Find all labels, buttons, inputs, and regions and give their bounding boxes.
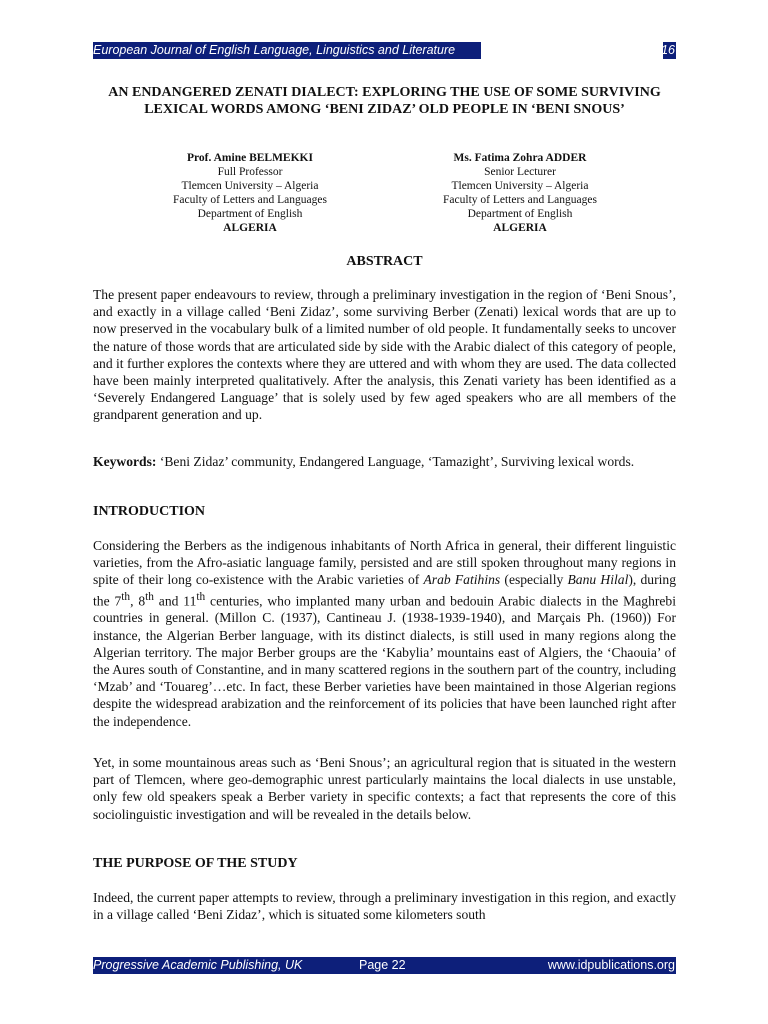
keywords bbox=[93, 453, 676, 470]
abstract-text: The present paper endeavours to review, through a preliminary investigation in the region of ‘Beni Snous’, and exactly in a village called ‘Beni Zidaz’, some surviving Berber (Zenati) lexical words that are up to now preserved in the vocabulary bulk of a limited number of old people. It fundamentally seeks to uncover the nature of those words that are articulated side by side with the Arabic dialect of this category of people, and it further explores the contexts where they are uttered and with whom they are used. The data collected have been mainly interpreted qualitatively. After the analysis, this Zenati variety has been identified as a ‘Severely Endangered Language’ that is solely used by few aged speakers who are all members of the grandparent generation and up. bbox=[93, 287, 676, 423]
author-name: Prof. Amine BELMEKKI bbox=[187, 152, 313, 164]
author-department: Department of English bbox=[467, 208, 573, 220]
journal-header bbox=[93, 42, 676, 59]
paper-title: AN ENDANGERED ZENATI DIALECT: EXPLORING THE USE OF SOME SURVIVING LEXICAL WORDS AMONG ‘BENI ZIDAZ’ OLD PEOPLE IN ‘BENI SNOUS’ bbox=[108, 85, 661, 117]
journal-name: European Journal of English Language, Linguistics and Literature bbox=[93, 43, 456, 57]
author-block bbox=[420, 151, 620, 235]
author-country: ALGERIA bbox=[223, 222, 277, 234]
author-block bbox=[150, 151, 350, 235]
keywords-text: ‘Beni Zidaz’ community, Endangered Language, ‘Tamazight’, Surviving lexical words. bbox=[156, 454, 635, 469]
journal-volume: Vol. 3 No. 1, 2016 bbox=[575, 43, 675, 57]
abstract-heading: ABSTRACT bbox=[346, 254, 423, 269]
introduction-heading: INTRODUCTION bbox=[93, 504, 206, 519]
keywords-label: Keywords: bbox=[93, 454, 157, 469]
purpose-paragraph: Indeed, the current paper attempts to review, through a preliminary investigation in this region, and exactly in a village called ‘Beni Zidaz’, which is situated some kilometers south bbox=[93, 890, 676, 923]
author-university: Tlemcen University – Algeria bbox=[451, 180, 589, 192]
author-department: Department of English bbox=[197, 208, 303, 220]
author-country: ALGERIA bbox=[493, 222, 547, 234]
introduction-paragraph: Yet, in some mountainous areas such as ‘Beni Snous’; an agricultural region that is situated in the western part of Tlemcen, where geo-demographic unrest particularly maintains the local dialects in use unstable, only few old speakers speak a Berber variety in specific contexts; a fact that represents the core of this sociolinguistic investigation and will be revealed in the details below. bbox=[93, 755, 676, 822]
publisher-url[interactable]: www.idpublications.org bbox=[547, 958, 675, 972]
author-role: Full Professor bbox=[217, 166, 283, 178]
author-faculty: Faculty of Letters and Languages bbox=[173, 194, 327, 206]
page-number: Page 22 bbox=[359, 958, 406, 972]
author-name: Ms. Fatima Zohra ADDER bbox=[453, 152, 587, 164]
author-role: Senior Lecturer bbox=[484, 166, 556, 178]
page-footer bbox=[93, 957, 676, 974]
author-university: Tlemcen University – Algeria bbox=[181, 180, 319, 192]
author-faculty: Faculty of Letters and Languages bbox=[443, 194, 597, 206]
purpose-heading: THE PURPOSE OF THE STUDY bbox=[93, 856, 298, 871]
introduction-paragraph: Considering the Berbers as the indigenous inhabitants of North Africa in general, their different linguistic varieties, from the Afro-asiatic language family, persisted and are still spoken throughout many regions in spite of their long co-existence with the Arabic varieties of Arab Fatihins (especially Banu Hilal), during the 7th, 8th and 11th centuries, who implanted many urban and bedouin Arabic dialects in the Maghrebi countries in general. (Millon C. (1937), Cantineau J. (1938-1939-1940), and Marçais Ph. (1960)) For instance, the Algerian Berber language, with its distinct dialects, is still used in many regions along the Algerian territory. The major Berber groups are the ‘Kabylia’ mountains east of Algiers, the ‘Chaouia’ of the Aures south of Constantine, and in many scattered regions in the southern part of the country, including ‘Mzab’ and ‘Touareg’…etc. In fact, these Berber varieties have been maintained in those Algerian regions despite the widespread arabization and the reinforcement of its policies that have been launched right after the independence. bbox=[93, 538, 677, 729]
publisher-name: Progressive Academic Publishing, UK bbox=[93, 958, 303, 972]
